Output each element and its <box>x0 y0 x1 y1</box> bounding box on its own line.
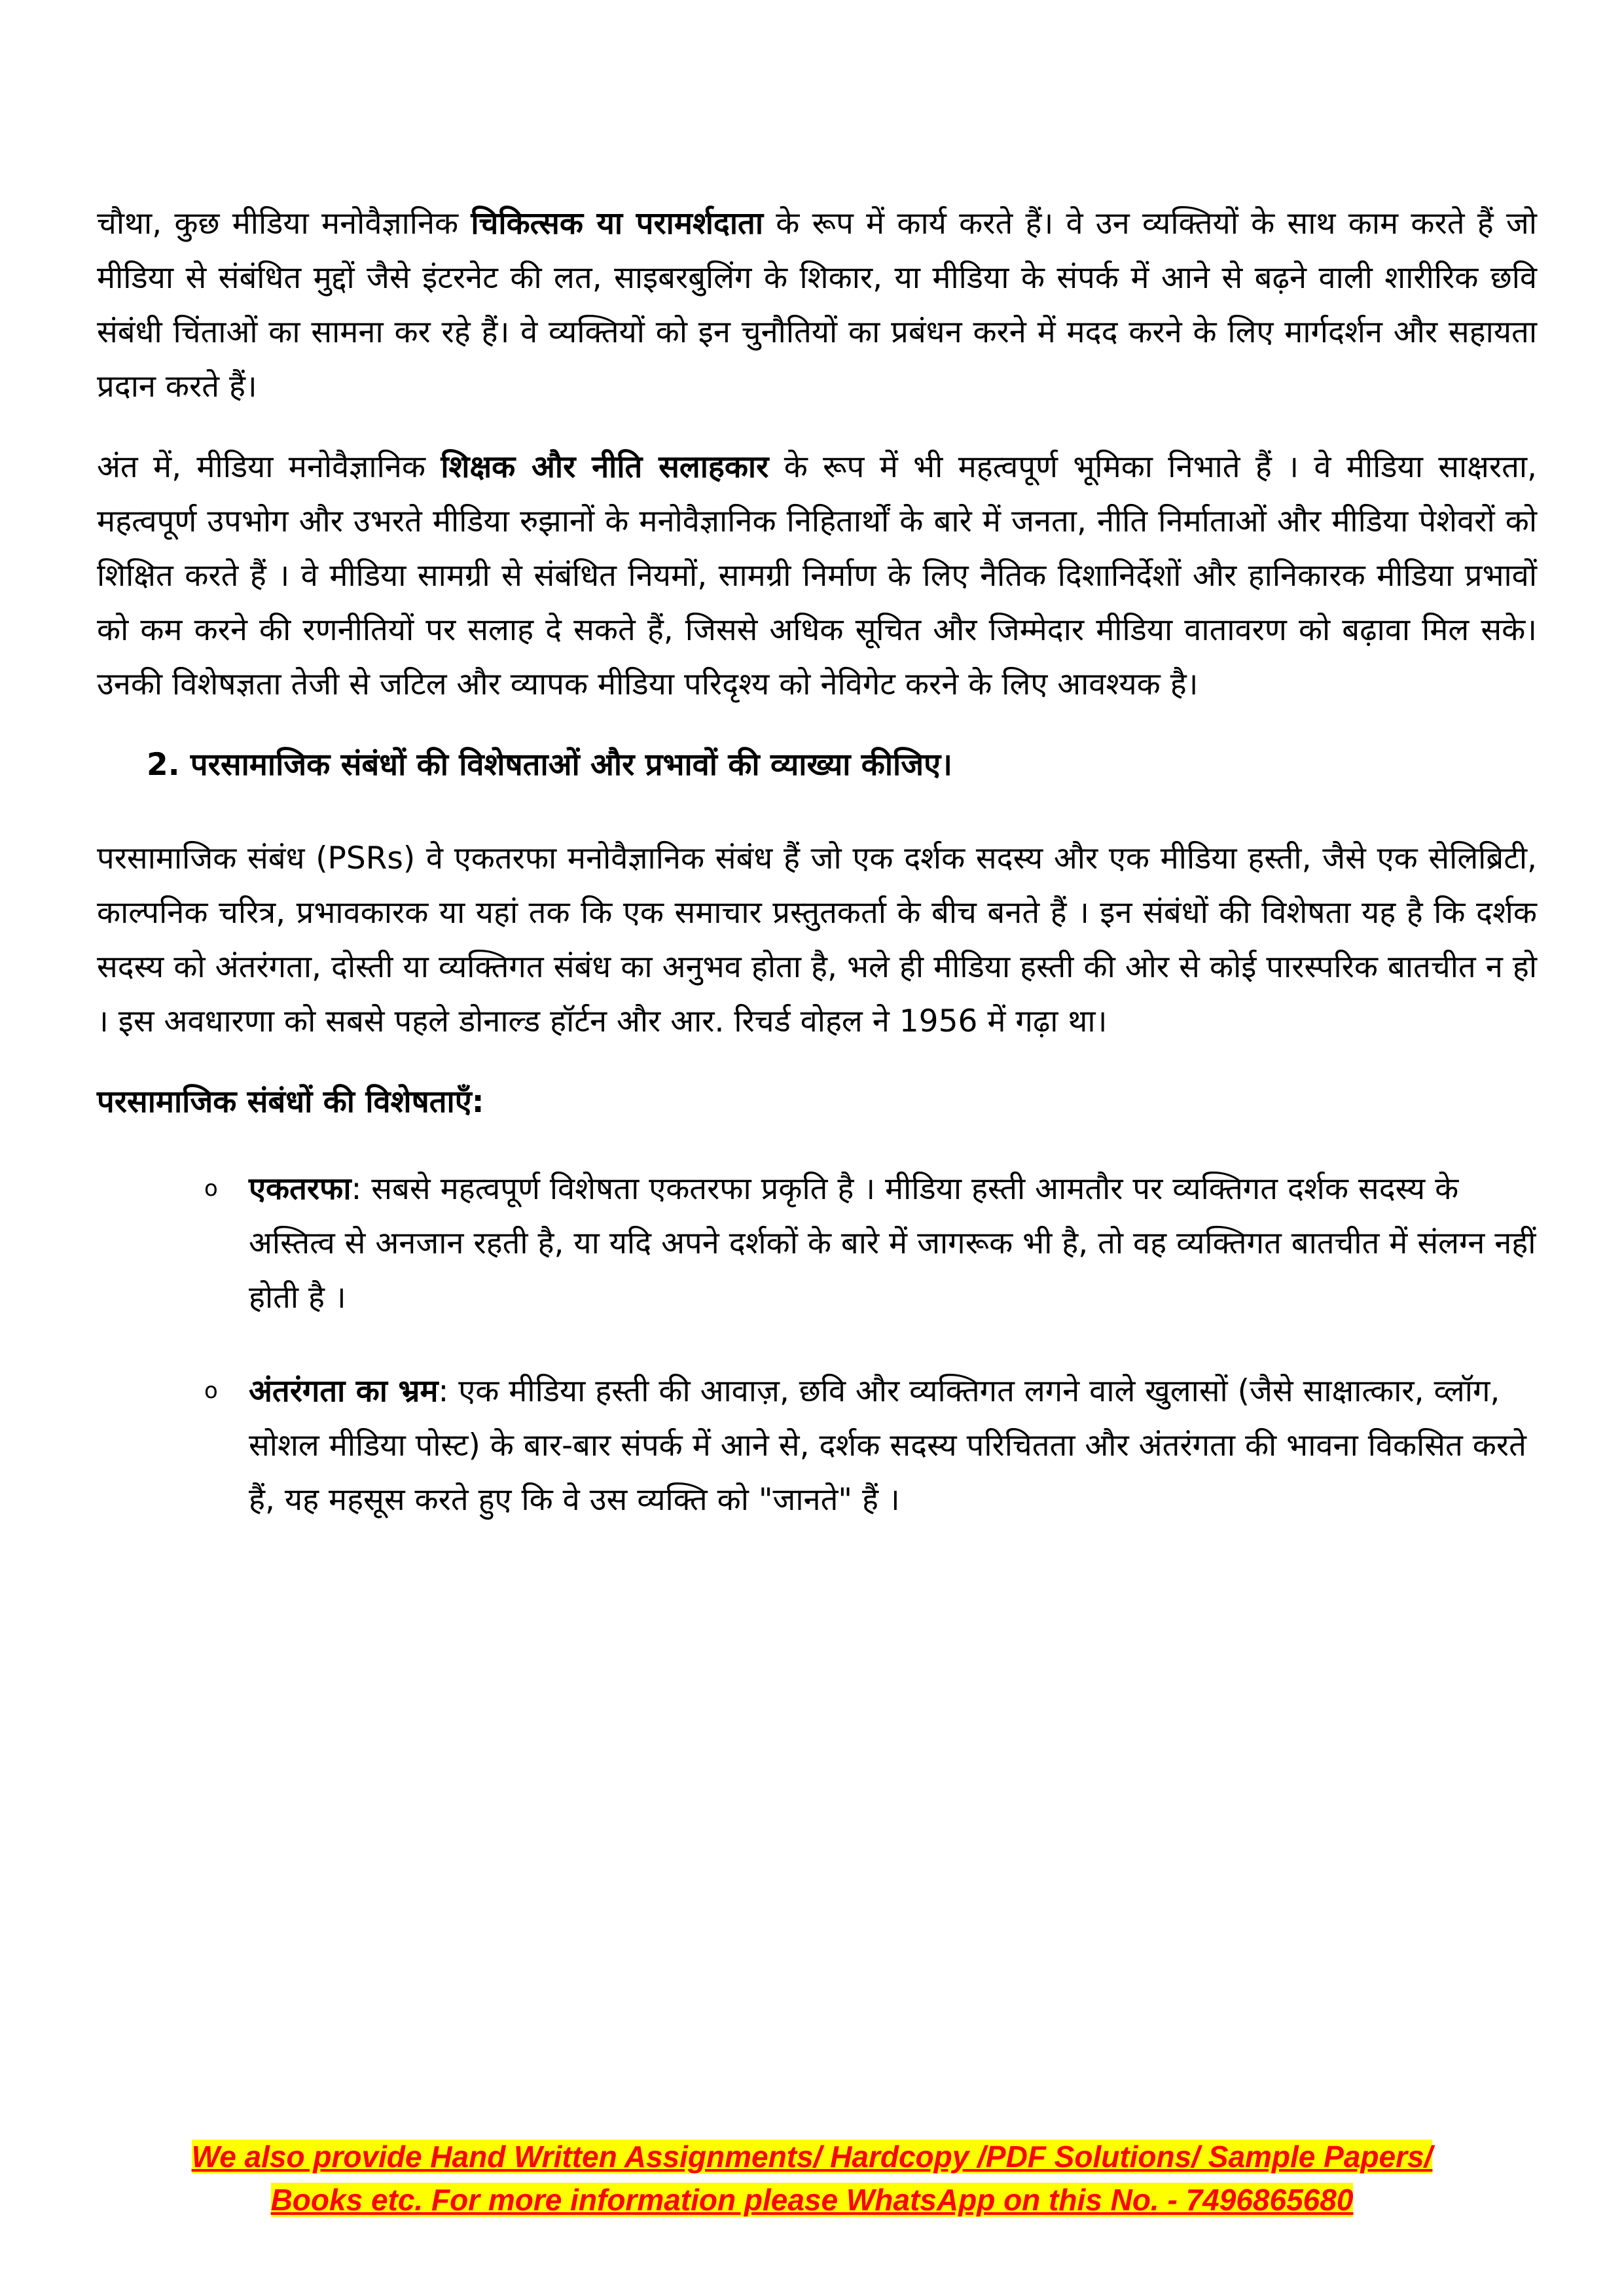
paragraph-counselor-role <box>97 196 1537 414</box>
list-item <box>204 1162 1537 1325</box>
list-item-term: अंतरंगता का भ्रम <box>249 1373 439 1409</box>
promo-footer <box>0 2135 1624 2221</box>
paragraph-text: चौथा, कुछ मीडिया मनोवैज्ञानिक <box>97 206 471 242</box>
bullet-circle-icon: o <box>204 1378 218 1404</box>
list-item-text: : सबसे महत्वपूर्ण विशेषता एकतरफा प्रकृति है । मीडिया हस्ती आमतौर पर व्यक्तिगत दर्शक सदस्य के अस्तित्व से अनजान रहती है, या यदि अपने दर्शकों के बारे में जागरूक भी है, तो वह व्यक्तिगत बातचीत में संलग्न नहीं होती है । <box>249 1171 1536 1316</box>
list-item-text: : एक मीडिया हस्ती की आवाज़, छवि और व्यक्तिगत लगने वाले खुलासों (जैसे साक्षात्कार, व्लॉग, सोशल मीडिया पोस्ट) के बार-बार संपर्क में आने से, दर्शक सदस्य परिचितता और अंतरंगता की भावना विकसित करते हैं, यह महसूस करते हुए कि वे उस व्यक्ति को "जानते" हैं । <box>249 1373 1526 1518</box>
document-body <box>97 196 1537 1566</box>
paragraph-educator-role <box>97 440 1537 711</box>
bold-term: चिकित्सक या परामर्शदाता <box>471 206 763 242</box>
bold-term: शिक्षक और नीति सलाहकार <box>441 449 769 485</box>
paragraph-text: के रूप में भी महत्वपूर्ण भूमिका निभाते हैं । वे मीडिया साक्षरता, महत्वपूर्ण उपभोग और उभरते मीडिया रुझानों के मनोवैज्ञानिक निहितार्थों के बारे में जनता, नीति निर्माताओं और मीडिया पेशेवरों को शिक्षित करते हैं । वे मीडिया सामग्री से संबंधित नियमों, सामग्री निर्माण के लिए नैतिक दिशानिर्देशों और हानिकारक मीडिया प्रभावों को कम करने की रणनीतियों पर सलाह दे सकते हैं, जिससे अधिक सूचित और जिम्मेदार मीडिया वातावरण को बढ़ावा मिल सके। उनकी विशेषज्ञता तेजी से जटिल और व्यापक मीडिया परिदृश्य को नेविगेट करने के लिए आवश्यक है। <box>97 449 1537 702</box>
list-item-term: एकतरफा <box>249 1171 352 1207</box>
footer-line <box>0 2135 1624 2178</box>
section-subheading: परसामाजिक संबंधों की विशेषताएँ: <box>97 1084 484 1120</box>
question-heading: 2. परसामाजिक संबंधों की विशेषताओं और प्रभावों की व्याख्या कीजिए। <box>147 747 952 783</box>
paragraph-text: अंत में, मीडिया मनोवैज्ञानिक <box>97 449 441 485</box>
list-item <box>204 1364 1537 1527</box>
paragraph-psr-definition: परसामाजिक संबंध (PSRs) वे एकतरफा मनोवैज्ञानिक संबंध हैं जो एक दर्शक सदस्य और एक मीडिया हस्ती, जैसे एक सेलिब्रिटी, काल्पनिक चरित्र, प्रभावकारक या यहां तक कि एक समाचार प्रस्तुतकर्ता के बीच बनते हैं । इन संबंधों की विशेषता यह है कि दर्शक सदस्य को अंतरंगता, दोस्ती या व्यक्तिगत संबंध का अनुभव होता है, भले ही मीडिया हस्ती की ओर से कोई पारस्परिक बातचीत न हो । इस अवधारणा को सबसे पहले डोनाल्ड हॉर्टन और आर. रिचर्ड वोहल ने 1956 में गढ़ा था। <box>97 840 1537 1039</box>
footer-text: Books etc. For more information please WhatsApp on this No. - 7496865680 <box>270 2183 1354 2217</box>
bullet-circle-icon: o <box>204 1175 218 1202</box>
characteristics-list <box>97 1162 1537 1527</box>
footer-line <box>0 2178 1624 2221</box>
footer-text: We also provide Hand Written Assignments/ Hardcopy /PDF Solutions/ Sample Papers/ <box>191 2140 1433 2174</box>
paragraph-text: के रूप में कार्य करते हैं। वे उन व्यक्तियों के साथ काम करते हैं जो मीडिया से संबंधित मुद्दों जैसे इंटरनेट की लत, साइबरबुलिंग के शिकार, या मीडिया के संपर्क में आने से बढ़ने वाली शारीरिक छवि संबंधी चिंताओं का सामना कर रहे हैं। वे व्यक्तियों को इन चुनौतियों का प्रबंधन करने में मदद करने के लिए मार्गदर्शन और सहायता प्रदान करते हैं। <box>97 206 1537 404</box>
